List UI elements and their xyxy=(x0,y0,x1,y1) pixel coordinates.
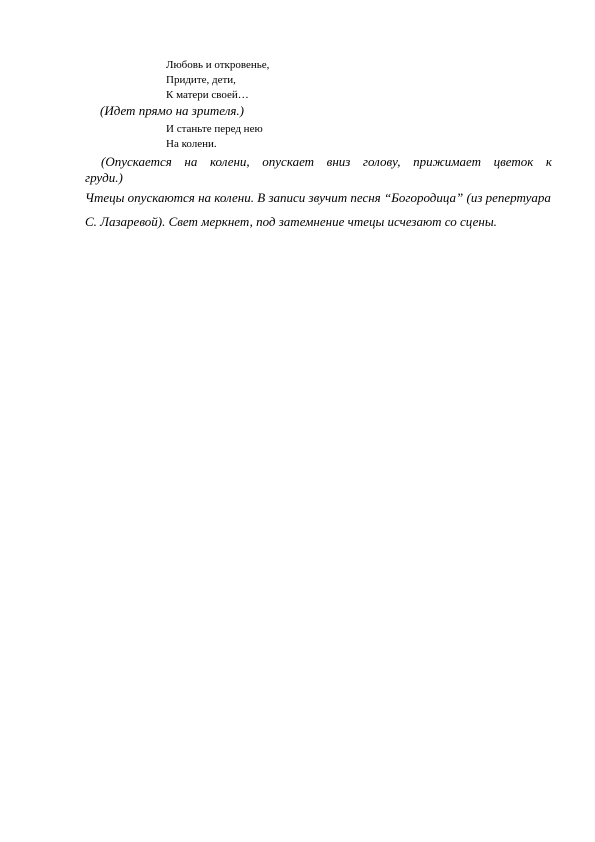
verse-line: Придите, дети, xyxy=(166,74,236,86)
stage-direction-2 xyxy=(85,154,552,186)
stage-direction-1: (Идет прямо на зрителя.) xyxy=(100,103,245,118)
verse-line: К матери своей… xyxy=(166,89,249,101)
verse-line: На колени. xyxy=(166,138,217,150)
verse-block-1 xyxy=(166,58,269,103)
stage-direction-2-line-2: груди.) xyxy=(85,170,123,185)
stage-direction-3: Чтецы опускаются на колени. В записи звучит песня “Богородица” (из репертуара С. Лазаревой). Свет меркнет, под затемнение чтецы исчезают со сцены. xyxy=(85,190,551,229)
verse-block-2 xyxy=(166,122,263,152)
verse-line: И станьте перед нею xyxy=(166,123,263,135)
stage-direction-2-line-1: (Опускается на колени, опускает вниз голову, прижимает цветок к xyxy=(101,154,552,169)
verse-line: Любовь и откровенье, xyxy=(166,59,270,71)
